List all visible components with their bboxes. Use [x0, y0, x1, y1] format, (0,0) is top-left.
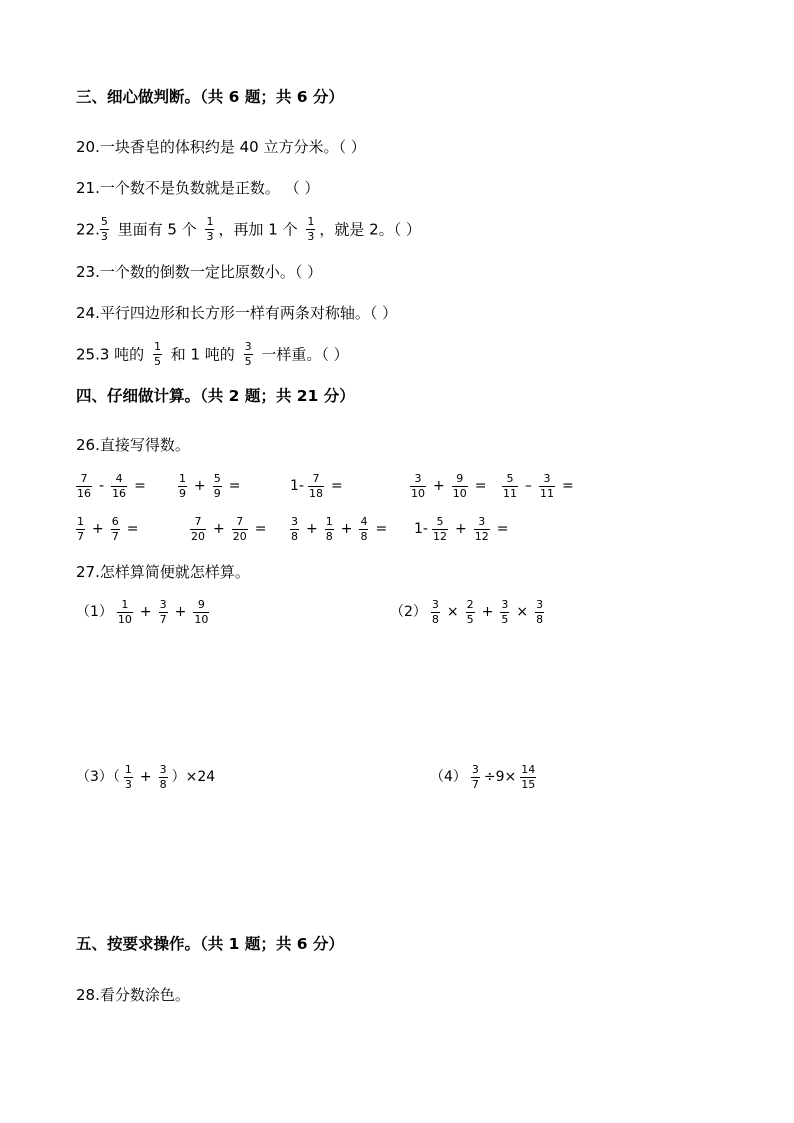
operator: +: [213, 521, 225, 537]
operator: –: [525, 478, 532, 494]
q27-part-1: [76, 597, 213, 627]
fraction: $\frac{3}{11}$: [540, 471, 554, 500]
q26-item: [72, 471, 149, 501]
fraction: $\frac{3}{8}$: [431, 597, 439, 626]
operator: +: [174, 604, 187, 620]
part-label: （1）: [76, 604, 113, 620]
q25-text: 一样重。（ ）: [256, 345, 349, 364]
fraction: $\frac{14}{15}$: [521, 762, 536, 791]
fraction: $\frac{3}{8}$: [291, 514, 298, 543]
equals-sign: =: [562, 478, 574, 494]
q27-part-4: [430, 762, 540, 792]
equals-sign: =: [496, 521, 509, 537]
equals-sign: =: [126, 521, 139, 537]
operator: +: [454, 521, 467, 537]
operator: +: [92, 521, 104, 537]
paren-close-multiply: ）×24: [171, 769, 216, 785]
fraction: $\frac{9}{10}$: [194, 597, 209, 626]
question-26-title: 26.直接写得数。: [76, 436, 190, 454]
q26-item: [498, 471, 577, 501]
fraction: $\frac{5}{11}$: [503, 471, 517, 500]
equals-sign: =: [474, 478, 487, 494]
fraction: $\frac{3}{8}$: [159, 762, 167, 791]
equals-sign: =: [134, 478, 146, 494]
q26-item: [72, 514, 141, 544]
q25-text: 和 1 吨的: [165, 345, 240, 364]
question-27-title: 27.怎样算简便就怎样算。: [76, 563, 250, 581]
fraction: $\frac{1}{7}$: [77, 514, 84, 543]
section-3-title: 三、细心做判断。（共 6 题；共 6 分）: [76, 88, 344, 106]
operator: +: [139, 769, 152, 785]
fraction: $\frac{1}{3}$: [124, 762, 132, 791]
operator: +: [139, 604, 152, 620]
fraction: $\frac{4}{8}$: [360, 514, 368, 543]
question-24: 24.平行四边形和长方形一样有两条对称轴。（ ）: [76, 304, 398, 322]
fraction: $\frac{7}{20}$: [232, 514, 247, 543]
question-28: 28.看分数涂色。: [76, 986, 190, 1004]
q22-text: ，再加 1 个: [218, 220, 303, 239]
fraction: $\frac{7}{20}$: [191, 514, 205, 543]
q26-item: [406, 471, 489, 501]
fraction: $\frac{3}{12}$: [474, 514, 489, 543]
q22-text: ，就是 2。（ ）: [319, 220, 421, 239]
prefix: 1-: [290, 478, 304, 494]
operator: ×: [516, 604, 529, 620]
equals-sign: =: [228, 478, 241, 494]
fraction: $\frac{1}{10}$: [117, 597, 132, 626]
fraction: $\frac{1}{3}$: [307, 215, 315, 243]
part-label: （2）: [390, 604, 427, 620]
fraction: $\frac{1}{5}$: [153, 340, 161, 368]
fraction: $\frac{6}{7}$: [111, 514, 119, 543]
fraction: $\frac{7}{16}$: [77, 471, 91, 500]
fraction: $\frac{1}{8}$: [325, 514, 333, 543]
fraction: $\frac{3}{8}$: [536, 597, 544, 626]
part-label: （4）: [430, 769, 467, 785]
question-20: 20.一块香皂的体积约是 40 立方分米。（ ）: [76, 138, 366, 156]
fraction: $\frac{1}{9}$: [179, 471, 186, 500]
operator: -: [99, 478, 105, 494]
question-21: 21.一个数不是负数就是正数。 （ ）: [76, 179, 320, 197]
section-4-title: 四、仔细做计算。（共 2 题；共 21 分）: [76, 387, 355, 405]
fraction: $\frac{4}{16}$: [112, 471, 127, 500]
q26-item: [286, 514, 390, 544]
fraction: $\frac{2}{5}$: [466, 597, 474, 626]
operator: +: [433, 478, 445, 494]
equals-sign: =: [330, 478, 343, 494]
operator: +: [481, 604, 494, 620]
equals-sign: =: [375, 521, 388, 537]
fraction: $\frac{5}{9}$: [213, 471, 221, 500]
fraction: $\frac{3}{5}$: [501, 597, 509, 626]
operator: ÷9×: [483, 769, 517, 785]
equals-sign: =: [254, 521, 267, 537]
part-label: （3）: [76, 769, 113, 785]
q22-number: 22.: [76, 220, 100, 239]
q27-part-3: [76, 762, 215, 792]
fraction: $\frac{9}{10}$: [452, 471, 467, 500]
q26-item: [174, 471, 243, 501]
operator: +: [340, 521, 353, 537]
q26-item: [290, 471, 346, 501]
fraction: $\frac{1}{3}$: [206, 215, 214, 243]
section-5-title: 五、按要求操作。（共 1 题；共 6 分）: [76, 935, 344, 953]
q26-item: [414, 514, 511, 544]
q26-item: [186, 514, 269, 544]
fraction: $\frac{3}{10}$: [411, 471, 425, 500]
question-23: 23.一个数的倒数一定比原数小。（ ）: [76, 263, 323, 281]
operator: +: [194, 478, 206, 494]
q25-number: 25.3 吨的: [76, 345, 149, 364]
fraction: $\frac{5}{3}$: [100, 215, 108, 243]
fraction: $\frac{3}{5}$: [244, 340, 252, 368]
paren-open: （: [112, 769, 120, 785]
fraction: $\frac{7}{18}$: [308, 471, 323, 500]
fraction: $\frac{5}{12}$: [432, 514, 447, 543]
fraction: $\frac{3}{7}$: [471, 762, 479, 791]
prefix: 1-: [414, 521, 428, 537]
fraction: $\frac{3}{7}$: [159, 597, 167, 626]
operator: ×: [446, 604, 459, 620]
operator: +: [306, 521, 318, 537]
q27-part-2: [390, 597, 548, 627]
question-22: [76, 216, 421, 243]
question-25: [76, 341, 349, 368]
q22-text: 里面有 5 个: [112, 220, 202, 239]
